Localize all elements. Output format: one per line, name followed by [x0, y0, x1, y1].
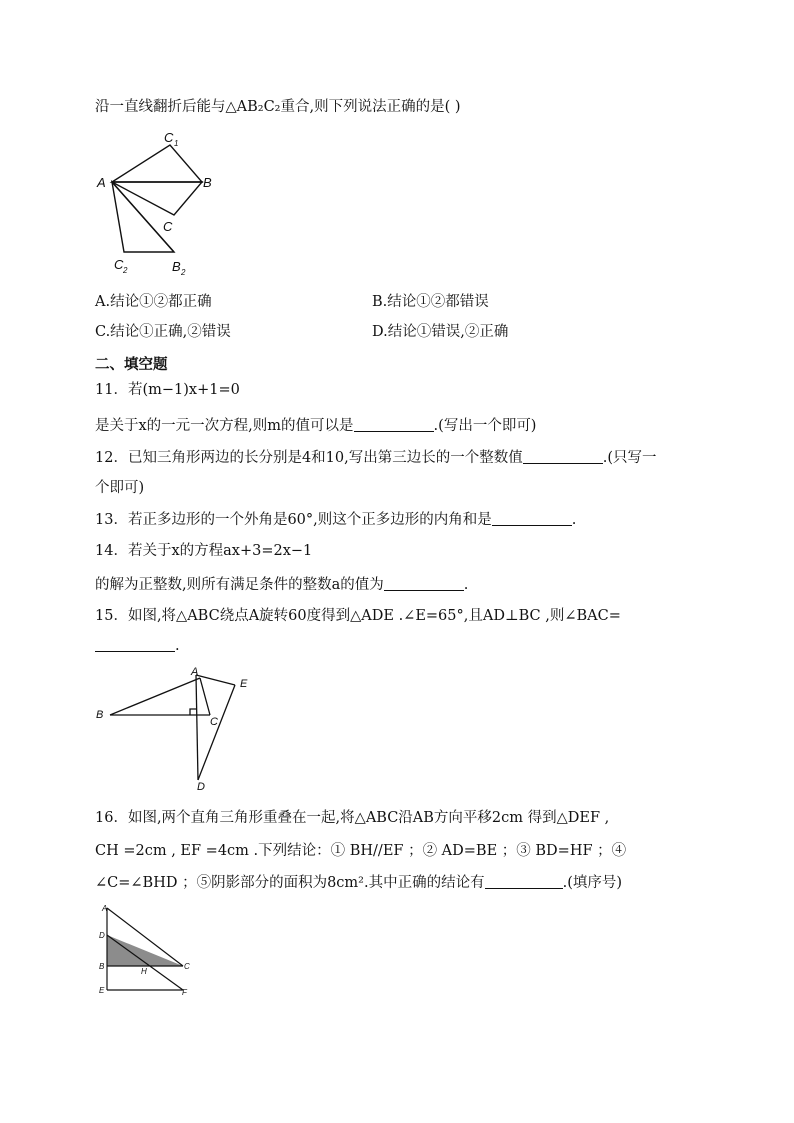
shaded-region — [107, 935, 183, 966]
q12-line2: 个即可) — [95, 480, 145, 496]
q15-figure — [90, 665, 260, 795]
triangle-abc1 — [112, 145, 202, 182]
label-C: C — [184, 962, 190, 971]
label-B2-sub: 2 — [181, 268, 186, 275]
q12-answer-blank[interactable] — [523, 449, 603, 464]
q16-line3 — [95, 873, 622, 893]
q14-text-b: . — [463, 577, 469, 593]
q16-text-a: ∠C=∠BHD ；⑤阴影部分的面积为8cm².其中正确的结论有 — [95, 875, 485, 891]
label-C1: C — [164, 130, 174, 145]
q16-answer-blank[interactable] — [485, 874, 563, 889]
q11-answer-blank[interactable] — [354, 417, 434, 432]
label-F: F — [182, 988, 187, 997]
label-A: A — [191, 666, 199, 678]
label-D: D — [197, 781, 205, 793]
label-A: A — [102, 904, 108, 913]
q14-answer-blank[interactable] — [384, 576, 464, 591]
option-b[interactable]: B.结论①②都错误 — [372, 294, 489, 310]
q12-text-b: .(只写一 — [602, 450, 657, 466]
label-C2-sub: 2 — [123, 266, 128, 275]
q16-figure — [95, 903, 205, 998]
q13-line — [95, 510, 576, 530]
q11-text-a: 是关于x的一元一次方程,则m的值可以是 — [95, 418, 354, 434]
label-B: B — [99, 962, 105, 971]
q15-answer-blank[interactable] — [95, 637, 175, 652]
label-H: H — [141, 967, 147, 976]
triangle-abc — [112, 182, 202, 215]
label-D: D — [99, 931, 105, 940]
q15-line2 — [95, 636, 180, 656]
label-C2: C — [114, 257, 124, 272]
q11-text-b: .(写出一个即可) — [433, 418, 537, 434]
label-C: C — [163, 219, 173, 234]
q14-text-a: 的解为正整数,则所有满足条件的整数a的值为 — [95, 577, 384, 593]
label-E: E — [99, 986, 105, 995]
q12-line1 — [95, 448, 657, 468]
label-B: B — [96, 709, 104, 721]
q10-stem: 沿一直线翻折后能与△AB₂C₂重合,则下列说法正确的是( ) — [95, 99, 461, 115]
q13-text-a: 13．若正多边形的一个外角是60°,则这个正多边形的内角和是 — [95, 512, 492, 528]
option-a[interactable]: A.结论①②都正确 — [95, 294, 212, 310]
q13-text-b: . — [571, 512, 577, 528]
q16-line1: 16．如图,两个直角三角形重叠在一起,将△ABC沿AB方向平移2cm 得到△DEF , — [95, 810, 610, 826]
q11-line2 — [95, 416, 536, 436]
q14-line1: 14．若关于x的方程ax+3=2x−1 — [95, 543, 313, 559]
q16-line2: CH =2cm , EF =4cm .下列结论：① BH//EF ；② AD=BE ；③ BD=HF ；④ — [95, 843, 627, 859]
label-B: B — [203, 175, 212, 190]
section-title: 二、填空题 — [95, 357, 168, 373]
option-c[interactable]: C.结论①正确,②错误 — [95, 324, 231, 340]
option-d[interactable]: D.结论①错误,②正确 — [372, 324, 509, 340]
q14-line2 — [95, 575, 468, 595]
q15-text-b: . — [175, 638, 180, 654]
label-C: C — [210, 716, 218, 728]
q15-line1: 15．如图,将△ABC绕点A旋转60度得到△ADE .∠E=65°,且AD⊥BC ,则∠BAC= — [95, 608, 621, 624]
label-B2: B — [172, 259, 181, 274]
q16-text-b: .(填序号) — [562, 875, 623, 891]
q12-text-a: 12．已知三角形两边的长分别是4和10,写出第三边长的一个整数值 — [95, 450, 523, 466]
q13-answer-blank[interactable] — [492, 511, 572, 526]
label-A: A — [97, 175, 106, 190]
label-C1-sub: 1 — [174, 139, 179, 148]
label-E: E — [240, 678, 248, 690]
q11-line1: 11．若(m−1)x+1=0 — [95, 382, 240, 398]
q10-figure — [90, 125, 230, 275]
